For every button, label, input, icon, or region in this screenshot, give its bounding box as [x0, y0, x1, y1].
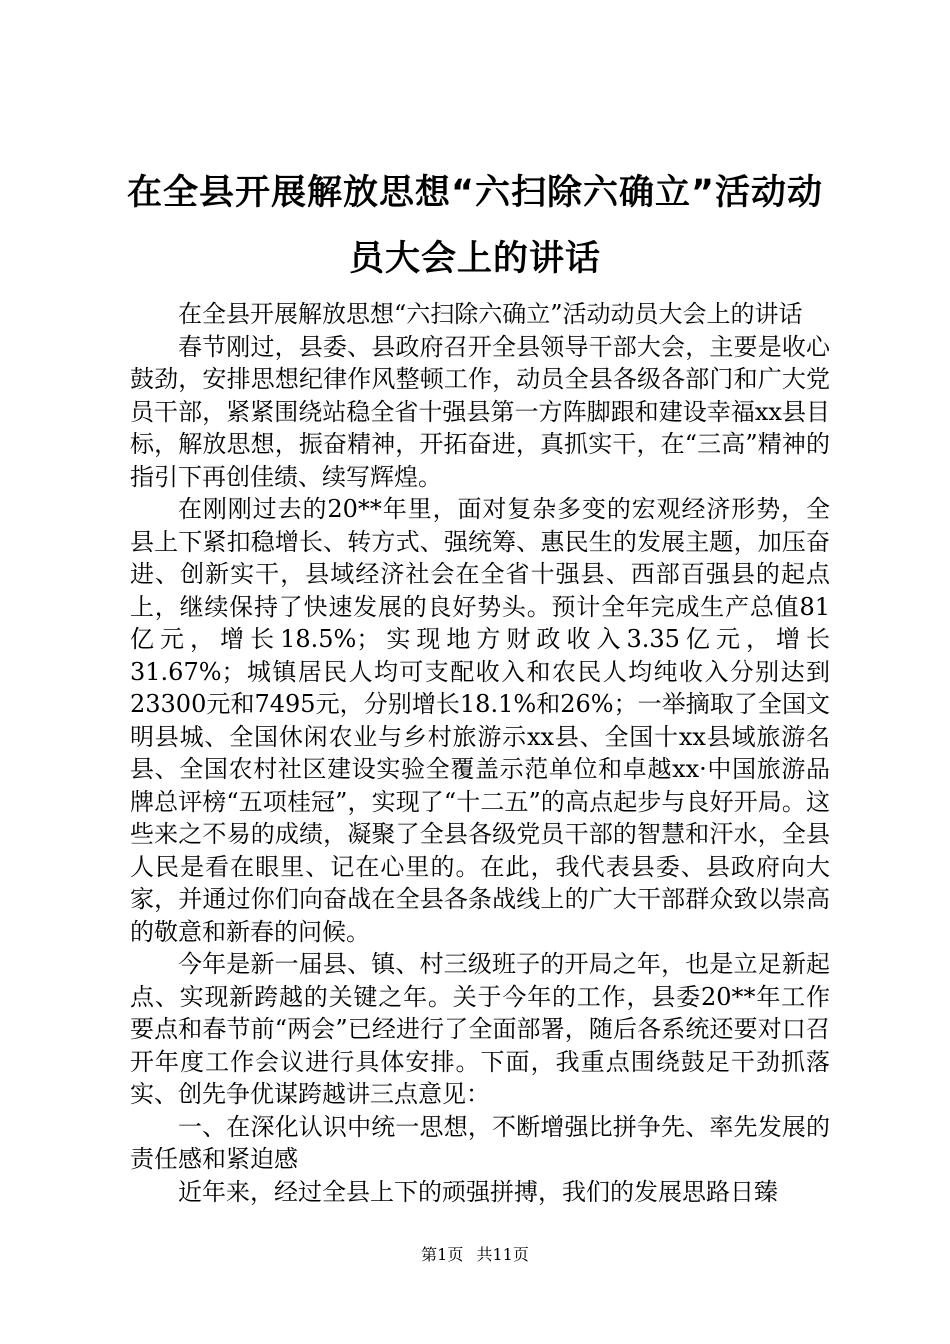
page-total: 共11页	[476, 1245, 529, 1264]
paragraph-section-one: 一、在深化认识中统一思想，不断增强比拼争先、率先发展的责任感和紧迫感	[130, 1112, 830, 1173]
document-title: 在全县开展解放思想“六扫除六确立”活动动员大会上的讲话	[126, 173, 823, 279]
page-footer	[0, 1245, 950, 1265]
paragraph-recent-years: 近年来，经过全县上下的顽强拼搏，我们的发展思路日臻	[178, 1177, 778, 1206]
page-number: 第1页	[421, 1245, 464, 1264]
paragraph-heading-repeat: 在全县开展解放思想“六扫除六确立”活动动员大会上的讲话	[178, 300, 803, 328]
paragraph-intro: 春节刚过，县委、县政府召开全县领导干部大会，主要是收心鼓劲，安排思想纪律作风整顿工作，动员全县各级各部门和广大党员干部，紧紧围绕站稳全省十强县第一方阵脚跟和建设幸福xx县目标，解放思想，振奋精神，开拓奋进，真抓实干，在“三高”精神的指引下再创佳绩、续写辉煌。	[130, 332, 830, 491]
paragraph-achievements: 在刚刚过去的20**年里，面对复杂多变的宏观经济形势，全县上下紧扣稳增长、转方式、强统筹、惠民生的发展主题，加压奋进、创新实干，县域经济社会在全省十强县、西部百强县的起点上，继续保持了快速发展的良好势头。预计全年完成生产总值81亿元，增长18.5%；实现地方财政收入3.35亿元，增长31.67%；城镇居民人均可支配收入和农民人均纯收入分别达到23300元和7495元，分别增长18.1%和26%；一举摘取了全国文明县城、全国休闲农业与乡村旅游示xx县、全国十xx县域旅游名县、全国农村社区建设实验全覆盖示范单位和卓越xx·中国旅游品牌总评榜“五项桂冠”，实现了“十二五”的高点起步与良好开局。这些来之不易的成绩，凝聚了全县各级党员干部的智慧和汗水，全县人民是看在眼里、记在心里的。在此，我代表县委、县政府向大家，并通过你们向奋战在全县各条战线上的广大干部群众致以崇高的敬意和新春的问候。	[130, 495, 830, 946]
document-body	[130, 298, 830, 1208]
paragraph-this-year: 今年是新一届县、镇、村三级班子的开局之年，也是立足新起点、实现新跨越的关键之年。关于今年的工作，县委20**年工作要点和春节前“两会”已经进行了全面部署，随后各系统还要对口召开年度工作会议进行具体安排。下面，我重点围绕鼓足干劲抓落实、创先争优谋跨越讲三点意见：	[130, 950, 830, 1108]
